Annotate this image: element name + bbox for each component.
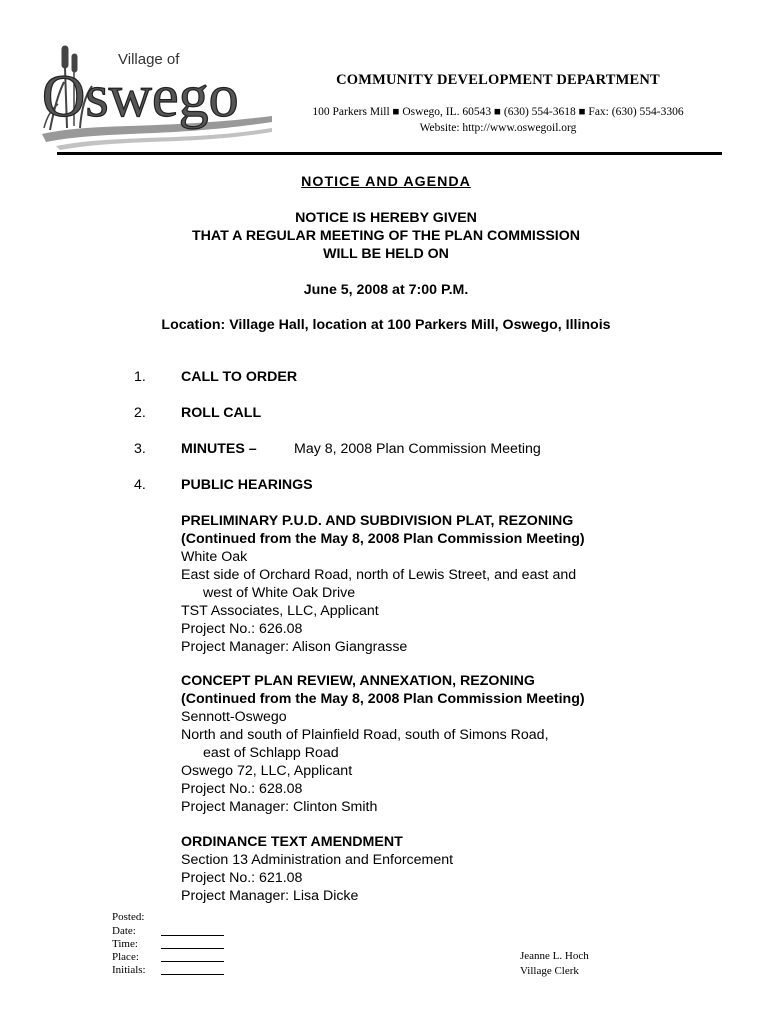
hearing-applicant: Oswego 72, LLC, Applicant: [181, 763, 353, 779]
department-address: 100 Parkers Mill ■ Oswego, IL. 60543 ■ (630) 554-3618 ■ Fax: (630) 554-3306: [312, 106, 684, 118]
time-blank-line: [161, 948, 224, 949]
initials-label: Initials:: [112, 964, 146, 976]
hearing-project-no: Project No.: 626.08: [181, 621, 303, 637]
department-title: COMMUNITY DEVELOPMENT DEPARTMENT: [336, 72, 660, 88]
hearing-heading: PRELIMINARY P.U.D. AND SUBDIVISION PLAT, REZONING: [181, 513, 574, 529]
hearing-applicant: TST Associates, LLC, Applicant: [181, 603, 379, 619]
hearing-project-no: Project No.: 621.08: [181, 870, 303, 886]
hearing-section: Section 13 Administration and Enforcement: [181, 852, 454, 868]
hearing-subheading: (Continued from the May 8, 2008 Plan Commission Meeting): [181, 531, 585, 547]
notice-given-line: NOTICE IS HEREBY GIVEN: [295, 210, 477, 226]
village-of-oswego-logo: [36, 38, 276, 150]
hearing-location: North and south of Plainfield Road, south of Simons Road,: [181, 727, 549, 743]
hearing-block: [181, 672, 585, 816]
hearing-project-manager: Project Manager: Clinton Smith: [181, 799, 378, 815]
place-blank-line: [161, 961, 224, 962]
hearing-block: [181, 512, 585, 656]
hearing-block: [181, 833, 453, 905]
agenda-item-call-to-order: CALL TO ORDER: [181, 369, 298, 385]
notice-given-line: WILL BE HELD ON: [323, 246, 449, 262]
department-website: Website: http://www.oswegoil.org: [419, 122, 577, 134]
agenda-item-roll-call: ROLL CALL: [181, 405, 262, 421]
hearing-name: White Oak: [181, 549, 248, 565]
hearing-heading: CONCEPT PLAN REVIEW, ANNEXATION, REZONING: [181, 673, 535, 689]
hearing-project-manager: Project Manager: Lisa Dicke: [181, 888, 359, 904]
hearing-project-no: Project No.: 628.08: [181, 781, 303, 797]
meeting-location: Location: Village Hall, location at 100 Parkers Mill, Oswego, Illinois: [161, 317, 611, 333]
hearing-location: East side of Orchard Road, north of Lewis Street, and east and: [181, 567, 577, 583]
hearing-heading: ORDINANCE TEXT AMENDMENT: [181, 834, 403, 850]
agenda-number: 2.: [134, 405, 146, 421]
agenda-item-public-hearings: PUBLIC HEARINGS: [181, 477, 313, 493]
agenda-number: 1.: [134, 369, 146, 385]
posted-label: Posted:: [112, 911, 145, 923]
hearing-name: Sennott-Oswego: [181, 709, 287, 725]
meeting-date: June 5, 2008 at 7:00 P.M.: [303, 282, 469, 298]
hearing-location-cont: west of White Oak Drive: [203, 585, 356, 601]
header-divider: [57, 152, 722, 155]
agenda-number: 4.: [134, 477, 146, 493]
logo-small-text: Village of: [118, 51, 180, 68]
notice-given-line: THAT A REGULAR MEETING OF THE PLAN COMMISSION: [191, 228, 581, 244]
time-label: Time:: [112, 938, 138, 950]
initials-blank-line: [161, 974, 224, 975]
clerk-name: Jeanne L. Hoch: [520, 950, 589, 962]
agenda-number: 3.: [134, 441, 146, 457]
date-blank-line: [161, 935, 224, 936]
agenda-item-minutes: MINUTES –: [181, 441, 257, 457]
hearing-subheading: (Continued from the May 8, 2008 Plan Commission Meeting): [181, 691, 585, 707]
notice-title: NOTICE AND AGENDA: [301, 174, 471, 190]
hearing-project-manager: Project Manager: Alison Giangrasse: [181, 639, 408, 655]
clerk-title: Village Clerk: [520, 965, 579, 977]
place-label: Place:: [112, 951, 139, 963]
logo-large-text: Oswego: [42, 63, 239, 129]
minutes-detail: May 8, 2008 Plan Commission Meeting: [294, 441, 541, 457]
hearing-location-cont: east of Schlapp Road: [203, 745, 339, 761]
date-label: Date:: [112, 925, 136, 937]
